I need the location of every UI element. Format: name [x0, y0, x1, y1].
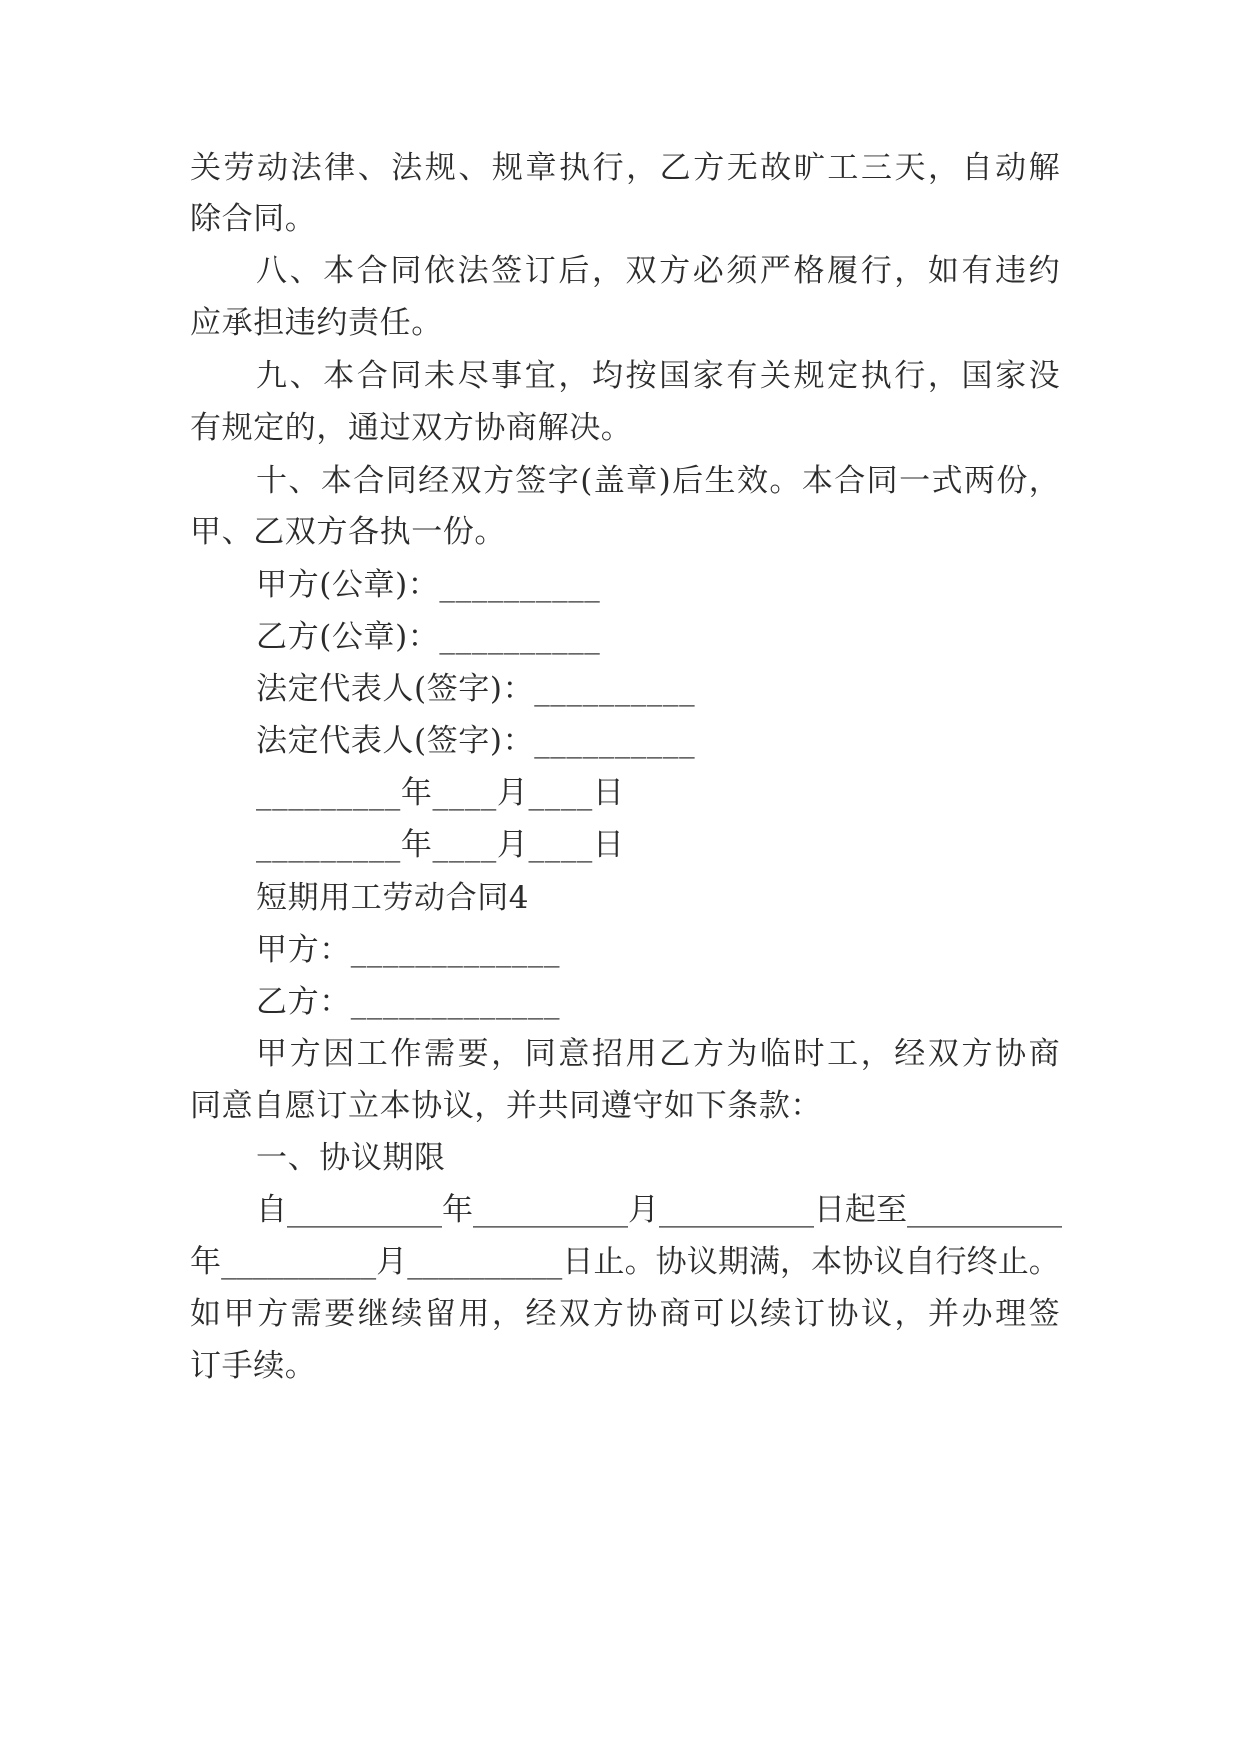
section-heading: 一、协议期限	[256, 1140, 446, 1176]
paragraph-line: 同意自愿订立本协议，并共同遵守如下条款：	[190, 1088, 822, 1124]
contract-title: 短期用工劳动合同4	[256, 880, 530, 916]
paragraph-line: 应承担违约责任。	[190, 305, 443, 341]
paragraph-line: 如 甲 方 需 要 继 续 留 用 ， 经 双 方 协 商 可 以 续 订 协 议 ， 并 办 理 签	[190, 1296, 1060, 1332]
party-a-seal-line: 甲方(公章)：__________	[256, 567, 601, 603]
party-b-seal-line: 乙方(公章)：__________	[256, 619, 601, 655]
intro-line: 甲 方 因 工 作 需 要 ， 同 意 招 用 乙 方 为 临 时 工 ， 经 双 方 协 商	[256, 1036, 1060, 1072]
party-b-line: 乙方：_____________	[256, 984, 561, 1020]
legal-representative-line: 法定代表人(签字)：__________	[256, 723, 696, 759]
paragraph-line: 除合同。	[190, 201, 317, 237]
legal-representative-line: 法定代表人(签字)：__________	[256, 671, 696, 707]
clause-ten-line: 十 、 本 合 同 经 双 方 签 字 ( 盖 章 ) 后 生 效 。 本 合 同 一 式 两 份 ，	[256, 463, 1060, 499]
clause-eight-line: 八 、 本 合 同 依 法 签 订 后 ， 双 方 必 须 严 格 履 行 ， 如 有 违 约	[256, 253, 1060, 289]
paragraph-line: 关 劳 动 法 律 、 法 规 、 规 章 执 行 ， 乙 方 无 故 旷 工 三 天 ， 自 动 解	[190, 150, 1060, 186]
paragraph-line: 有规定的，通过双方协商解决。	[190, 410, 633, 446]
term-line: 年 __________ 月 __________ 日 止 。 协 议 期 满 ， 本 协 议 自 行 终 止 。	[190, 1244, 1060, 1280]
date-line: _________年____月____日	[256, 775, 625, 811]
party-a-line: 甲方：_____________	[256, 932, 561, 968]
term-line: 自 __________ 年 __________ 月 __________ 日 起 至 __________	[256, 1192, 1062, 1228]
date-line: _________年____月____日	[256, 827, 625, 863]
clause-nine-line: 九 、 本 合 同 未 尽 事 宜 ， 均 按 国 家 有 关 规 定 执 行 ， 国 家 没	[256, 358, 1060, 394]
paragraph-line: 订手续。	[190, 1348, 317, 1384]
paragraph-line: 甲、乙双方各执一份。	[190, 514, 506, 550]
